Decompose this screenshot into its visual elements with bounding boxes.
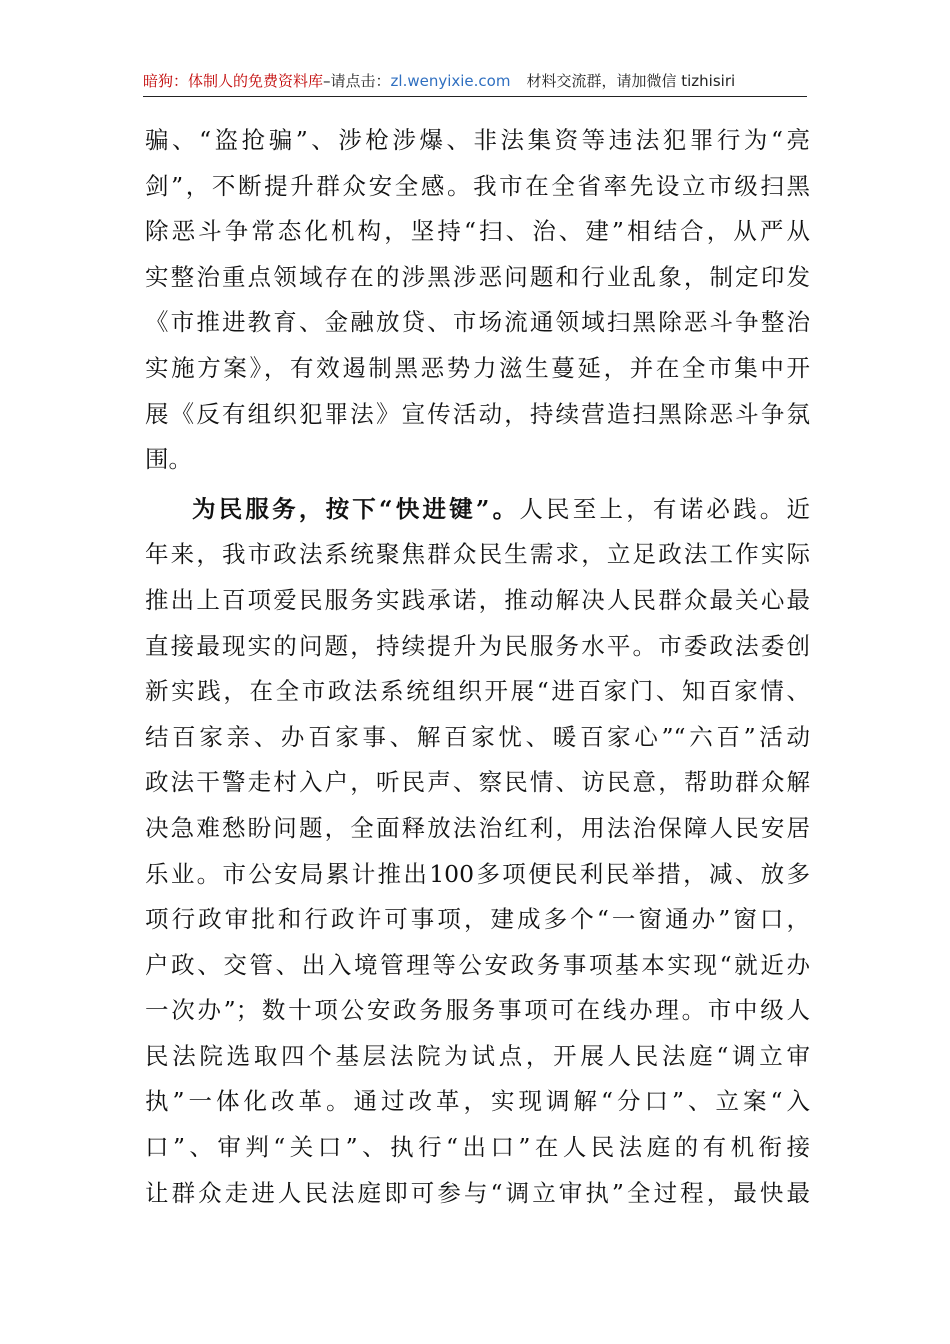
text-line: 剑”，不断提升群众安全感。我市在全省率先设立市级扫黑 [145,171,810,200]
text-line: 实整治重点领域存在的涉黑涉恶问题和行业乱象，制定印发 [145,262,810,291]
header-brand: 暗狗：体制人的免费资料库 [143,72,324,90]
header-site-link[interactable]: zl.wenyixie.com [390,72,511,90]
text-line-first [145,487,810,533]
text-line: 项行政审批和行政许可事项，建成多个“一窗通办”窗口， [145,905,810,934]
text-line: 户政、交管、出入境管理等公安政务事项基本实现“就近办 [145,950,810,979]
text-line: 推出上百项爱民服务实践承诺，推动解决人民群众最关心最 [145,585,810,614]
text-line: 除恶斗争常态化机构，坚持“扫、治、建”相结合，从严从 [145,217,810,246]
paragraph-2 [145,487,810,1217]
text-line: 一次办”；数十项公安政务服务事项可在线办理。市中级人 [145,996,810,1025]
text-line: 骗、“盗抢骗”、涉枪涉爆、非法集资等违法犯罪行为“亮 [145,126,810,154]
paragraph-heading-rest: 人民至上，有诺必践。近 [519,494,810,523]
text-line: 围。 [145,445,192,474]
text-line: 政法干警走村入户，听民声、察民情、访民意，帮助群众解 [145,768,810,797]
text-line: 口”、审判“关口”、执行“出口”在人民法庭的有机衔接 [145,1133,810,1162]
paragraph-heading: 为民服务，按下“快进键”。 [192,494,520,523]
text-line: 民法院选取四个基层法院为试点，开展人民法庭“调立审 [145,1041,810,1070]
text-line: 结百家亲、办百家事、解百家忧、暖百家心”“六百”活动 [145,722,810,751]
text-line: 让群众走进人民法庭即可参与“调立审执”全过程，最快最 [145,1178,810,1207]
text-line: 决急难愁盼问题，全面释放法治红利，用法治保障人民安居 [145,813,810,842]
text-line: 展《反有组织犯罪法》宣传活动，持续营造扫黑除恶斗争氛 [145,399,810,428]
text-line: 《市推进教育、金融放贷、市场流通领域扫黑除恶斗争整治 [145,308,810,337]
header-prompt: –请点击： [323,72,391,90]
paragraph-1 [145,118,810,483]
header-contact: 材料交流群，请加微信 tizhisiri [526,72,736,90]
text-line: 乐业。市公安局累计推出100多项便民利民举措，减、放多 [145,859,810,888]
document-body [145,118,810,1216]
text-line: 实施方案》，有效遏制黑恶势力滋生蔓延，并在全市集中开 [145,353,810,382]
text-line: 执”一体化改革。通过改革，实现调解“分口”、立案“入 [145,1087,810,1116]
text-line: 新实践，在全市政法系统组织开展“进百家门、知百家情、 [145,677,810,706]
text-line: 年来，我市政法系统聚焦群众民生需求，立足政法工作实际 [145,540,810,569]
page-header [143,66,807,97]
text-line: 直接最现实的问题，持续提升为民服务水平。市委政法委创 [145,631,810,660]
